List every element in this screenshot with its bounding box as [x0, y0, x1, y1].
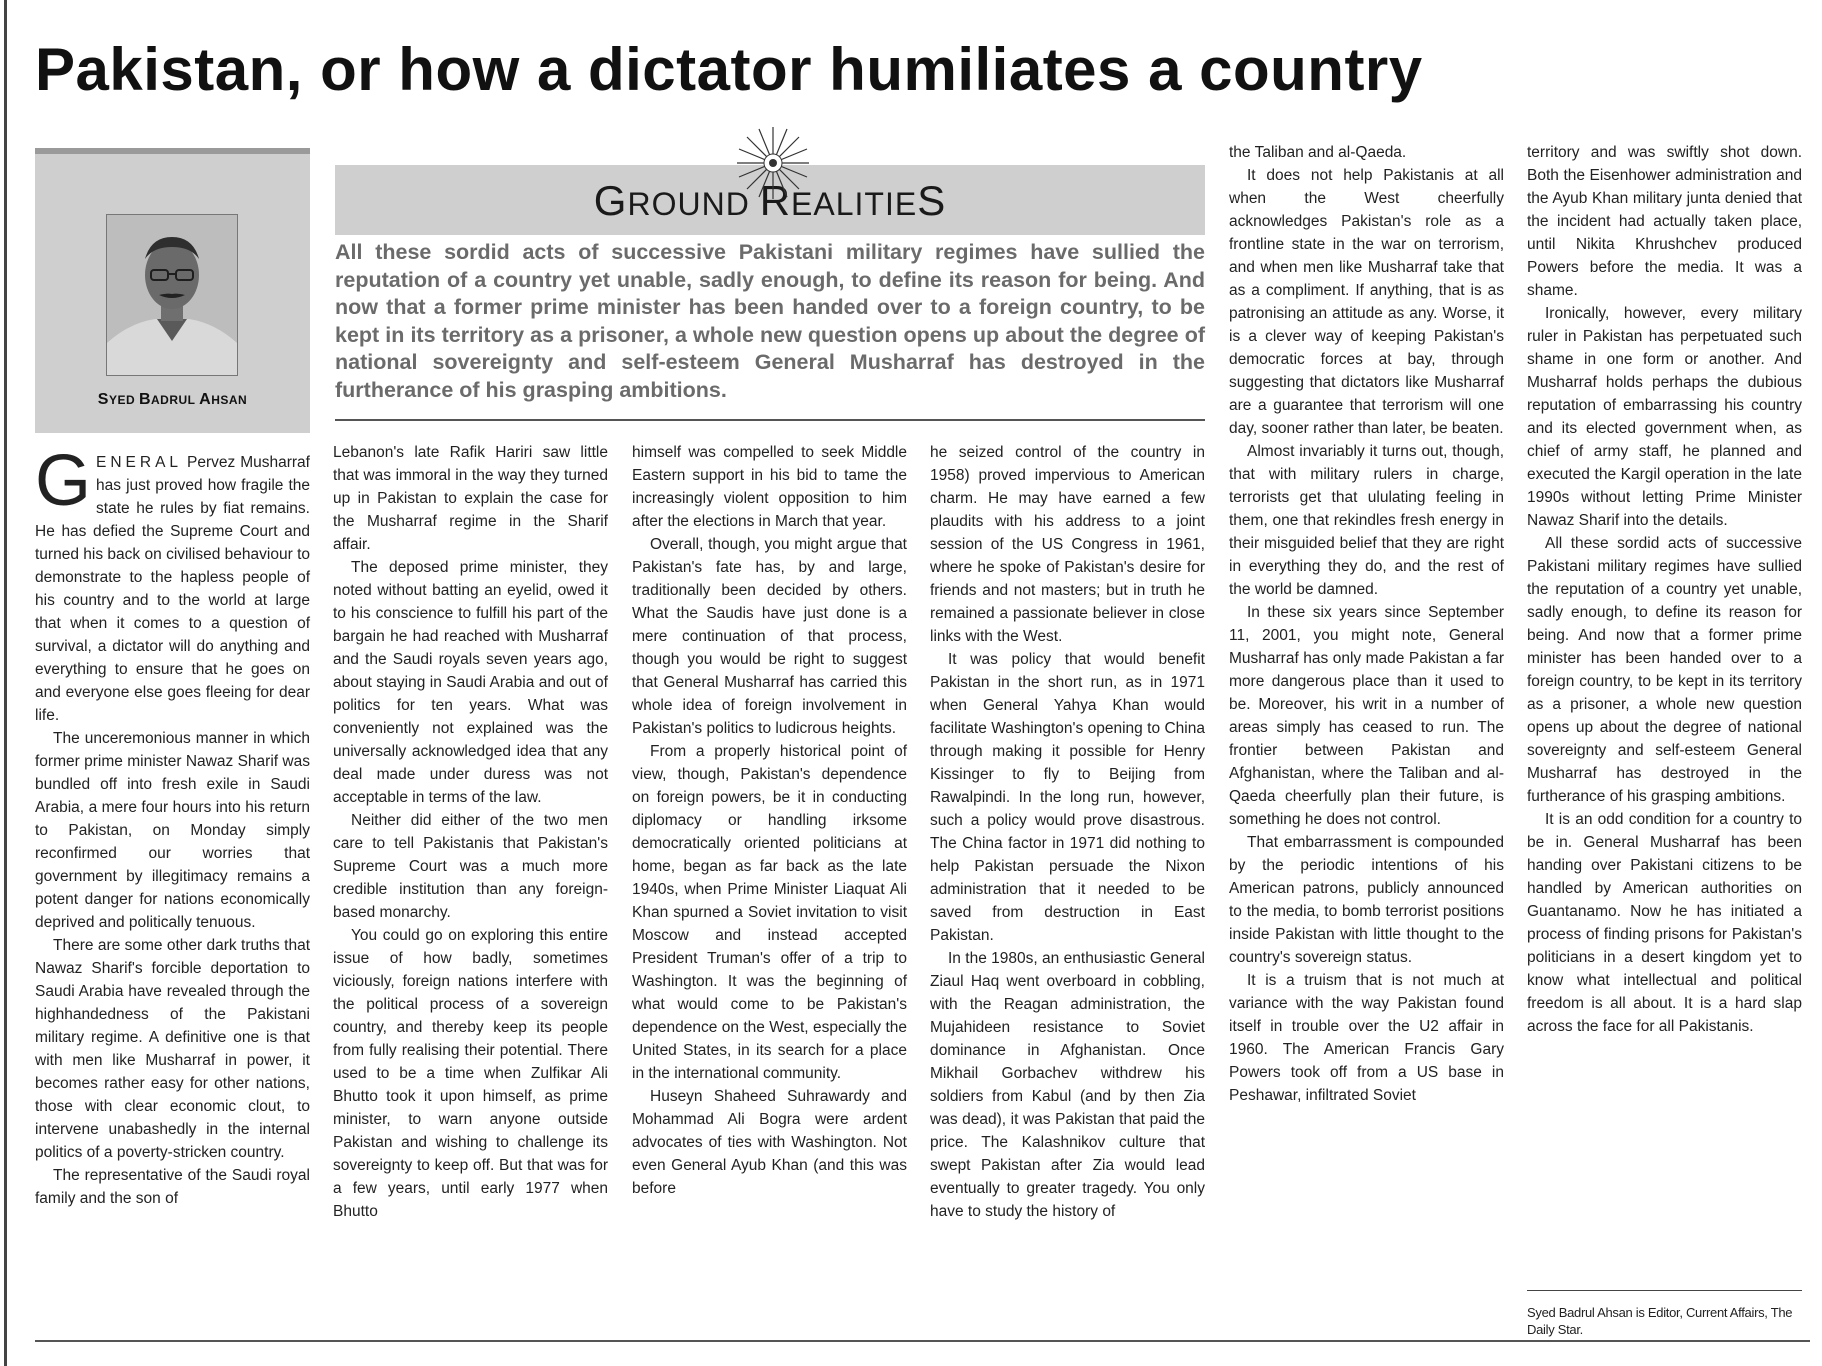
author-name-part: ADRUL: [151, 393, 200, 407]
banner-letters: ROUND: [627, 186, 760, 222]
paragraph: There are some other dark truths that Nawaz Sharif's forcible deportation to Saudi Arabia have revealed through the highhandedness of the Pakistani military regime. A definitive one is that with men like Musharraf in power, it becomes rather easy for other nations, those with clear economic clout, to intervene unabashedly in the internal politics of a poverty-stricken country.: [35, 937, 310, 1161]
paragraph: It was policy that would benefit Pakistan in the short run, as in 1971 when General Yahya Khan would facilitate Washington's opening to China through making it possible for Henry Kissinger to fly to Beijing from Rawalpindi. In the long run, however, such a policy would prove disastrous. The China factor in 1971 did nothing to help Pakistan persuade the Nixon administration that it needed to be saved from destruction in East Pakistan.: [930, 651, 1205, 944]
paragraph: The unceremonious manner in which former prime minister Nawaz Sharif was bundled off into fresh exile in Saudi Arabia, a mere four hours into his return to Pakistan, on Monday simply reconfirmed our worries that government by illegitimacy remains a potent danger for nations economically deprived and politically tenuous.: [35, 730, 310, 931]
page-bottom-rule: [35, 1340, 1810, 1342]
banner-letter: R: [759, 177, 792, 224]
lead-caps: ENERAL: [96, 454, 183, 471]
paragraph-continued: the Taliban and al-Qaeda.: [1229, 144, 1407, 161]
paragraph-continued: he seized control of the country in 1958) proved impervious to American charm. He may have earned a few plaudits with his address to a joint session of the US Congress in 1961, where he spoke of Pakistan's desire for friends and not masters; but in truth he remained a passionate believer in close links with the West.: [930, 444, 1205, 645]
paragraph: The deposed prime minister, they noted without batting an eyelid, owed it to his conscience to fulfill his part of the bargain he had reached with Musharraf and the Saudi royals seven years ago, about staying in Saudi Arabia and out of politics for ten years. What was conveniently not explained was the universally acknowledged idea that any deal made under duress was not acceptable in terms of the law.: [333, 559, 608, 806]
paragraph: Ironically, however, every military ruler in Pakistan has perpetuated such shame in one form or another. And Musharraf holds perhaps the dubious reputation of embarrassing his country and its elected government when, as chief of army staff, he planned and executed the Kargil operation in the late 1990s without letting Prime Minister Nawaz Sharif into the details.: [1527, 305, 1802, 529]
author-name-part: YED: [108, 393, 139, 407]
paragraph-continued: himself was compelled to seek Middle Eastern support in his bid to tame the increasingly violent opposition to him after the elections in March that year.: [632, 444, 907, 530]
starburst-icon: [735, 125, 811, 201]
banner-letter: G: [593, 177, 628, 224]
drop-cap: G: [35, 441, 92, 521]
paragraph: In the 1980s, an enthusiastic General Ziaul Haq went overboard in cobbling, with the Reagan administration, the Mujahideen resistance to Soviet dominance in Afghanistan. Once Mikhail Gorbachev withdrew his soldiers from Kabul (and by then Zia was dead), it was Pakistan that paid the price. The Kalashnikov culture that swept Pakistan after Zia would lead eventually to greater tragedy. You only have to study the history of: [930, 950, 1205, 1220]
paragraph: [35, 441, 310, 727]
paragraph: It is an odd condition for a country to be in. General Musharraf has been handing over Pakistani citizens to be handled by American authorities on Guantanamo. Now he has initiated a process of finding prisons for Pakistan's politicians in a desert kingdom yet to know what intellectual and political freedom is all about. It is a hard slap across the face for all Pakistanis.: [1527, 811, 1802, 1035]
paragraph: Almost invariably it turns out, though, that with military rulers in charge, terrorists get that ululating feeling in them, one that rekindles fresh energy in their misguided belief that they are right in everything they do, and the rest of the world be damned.: [1229, 443, 1504, 598]
body-column-1: [35, 441, 310, 1210]
paragraph: You could go on exploring this entire issue of how badly, sometimes viciously, foreign nations interfere with the political process of a sovereign country, and thereby keep its people from fully realising their potential. There used to be a time when Zulfikar Ali Bhutto took it upon himself, as prime minister, to warn anyone outside Pakistan and wishing to challenge its sovereignty to keep off. But that was for a few years, until early 1977 when Bhutto: [333, 927, 608, 1220]
banner-letters: EALITIE: [791, 186, 918, 222]
paragraph: In these six years since September 11, 2001, you might note, General Musharraf has only made Pakistan a far more dangerous place than it used to be. Moreover, his writ in a number of areas simply has ceased to run. The frontier between Pakistan and Afghanistan, where the Taliban and al-Qaeda cheerfully plan their future, is something he does not control.: [1229, 604, 1504, 828]
paragraph: The representative of the Saudi royal family and the son of: [35, 1167, 310, 1207]
paragraph: Neither did either of the two men care to tell Pakistanis that Pakistan's Supreme Court was a much more credible institution than any foreign-based monarchy.: [333, 812, 608, 921]
deck-summary: All these sordid acts of successive Pakistani military regimes have sullied the reputation of a country yet unable, sadly enough, to define its reason for being. And now that a former prime minister has been handed over to a foreign country, to be kept in its territory as a prisoner, a whole new question opens up about the degree of national sovereignty and self-esteem General Musharraf has destroyed in the furtherance of his grasping ambitions.: [335, 240, 1205, 402]
paragraph: It is a truism that is not much at variance with the way Pakistan found itself in trouble over the U2 affair in 1960. The American Francis Gary Powers took off from a US base in Peshawar, infiltrated Soviet: [1229, 972, 1504, 1104]
paragraph: From a properly historical point of view, though, Pakistan's dependence on foreign powers, be it in conducting diplomacy or handling irksome democratically oriented politicians at home, began as far back as the late 1940s, when Prime Minister Liaquat Ali Khan spurned a Soviet invitation to visit Moscow and instead accepted President Truman's offer of a trip to Washington. It was the beginning of what would come to be Pakistan's dependence on the West, especially the United States, in its search for a place in the international community.: [632, 743, 907, 1082]
author-name-part: HSAN: [211, 393, 248, 407]
author-photo: [106, 214, 238, 376]
author-name-part: A: [199, 391, 212, 408]
body-column-2: [333, 441, 608, 1223]
author-bio: Syed Badrul Ahsan is Editor, Current Affairs, The Daily Star.: [1527, 1305, 1793, 1337]
paragraph: It does not help Pakistanis at all when the West cheerfully acknowledges Pakistan's role as a frontline state in the war on terrorism, and when men like Musharraf take that as a compliment. If anything, that is as patronising an attitude as any. Worse, it is a clever way of keeping Pakistan's democratic forces at bay, through suggesting that dictators like Musharraf are a guarantee that terrorism will one day, sooner rather than later, be beaten.: [1229, 167, 1504, 437]
paragraph: Overall, though, you might argue that Pakistan's fate has, by and large, traditionally been decided by others. What the Saudis have just done is a mere continuation of that process, though you would be right to suggest that General Musharraf has carried this whole idea of foreign involvement in Pakistan's politics to ludicrous heights.: [632, 536, 907, 737]
author-box: [35, 148, 310, 433]
bio-rule: [1527, 1290, 1802, 1291]
body-column-4: [930, 441, 1205, 1223]
paragraph: That embarrassment is compounded by the periodic intentions of his American patrons, publicly announced to the media, to bomb terrorist positions inside Pakistan with little thought to the country's sovereign status.: [1229, 834, 1504, 966]
paragraph-continued: Lebanon's late Rafik Hariri saw little that was immoral in the way they turned up in Pakistan to explain the case for the Musharraf regime in the Sharif affair.: [333, 444, 608, 553]
author-portrait-icon: [107, 215, 237, 375]
paragraph: Huseyn Shaheed Suhrawardy and Mohammad Ali Bogra were ardent advocates of ties with Washington. Not even General Ayub Khan (and this was before: [632, 1088, 907, 1197]
paragraph: All these sordid acts of successive Pakistani military regimes have sullied the reputation of a country yet unable, sadly enough, to define its reason for being. And now that a former prime minister has been handed over to a foreign country, to be kept in its territory as a prisoner, a whole new question opens up about the degree of national sovereignty and self-esteem General Musharraf has destroyed in the furtherance of his grasping ambitions.: [1527, 535, 1802, 805]
author-name-part: S: [97, 391, 109, 408]
paragraph-text: Pervez Musharraf has just proved how fragile the state he rules by fiat remains. He has defied the Supreme Court and turned his back on civilised behaviour to demonstrate to the hapless people of his country and to the world at large that when it comes to a question of survival, a dictator will do anything and everything to ensure that he goes on and everyone else goes fleeing for dear life.: [35, 454, 310, 724]
author-box-topline: [35, 148, 310, 154]
author-name-part: B: [138, 391, 152, 408]
paragraph-continued: territory and was swiftly shot down. Both the Eisenhower administration and the Ayub Khan military junta denied that the incident had actually taken place, until Nikita Khrushchev produced Powers before the media. It was a shame.: [1527, 144, 1802, 299]
body-column-5: [1229, 141, 1504, 1107]
headline: Pakistan, or how a dictator humiliates a country: [35, 36, 1423, 103]
deck-rule: [335, 419, 1205, 421]
page-left-rule: [4, 0, 7, 1366]
body-column-6: [1527, 141, 1802, 1038]
body-column-3: [632, 441, 907, 1200]
banner-letter: S: [917, 177, 947, 224]
author-byline: [35, 391, 310, 409]
